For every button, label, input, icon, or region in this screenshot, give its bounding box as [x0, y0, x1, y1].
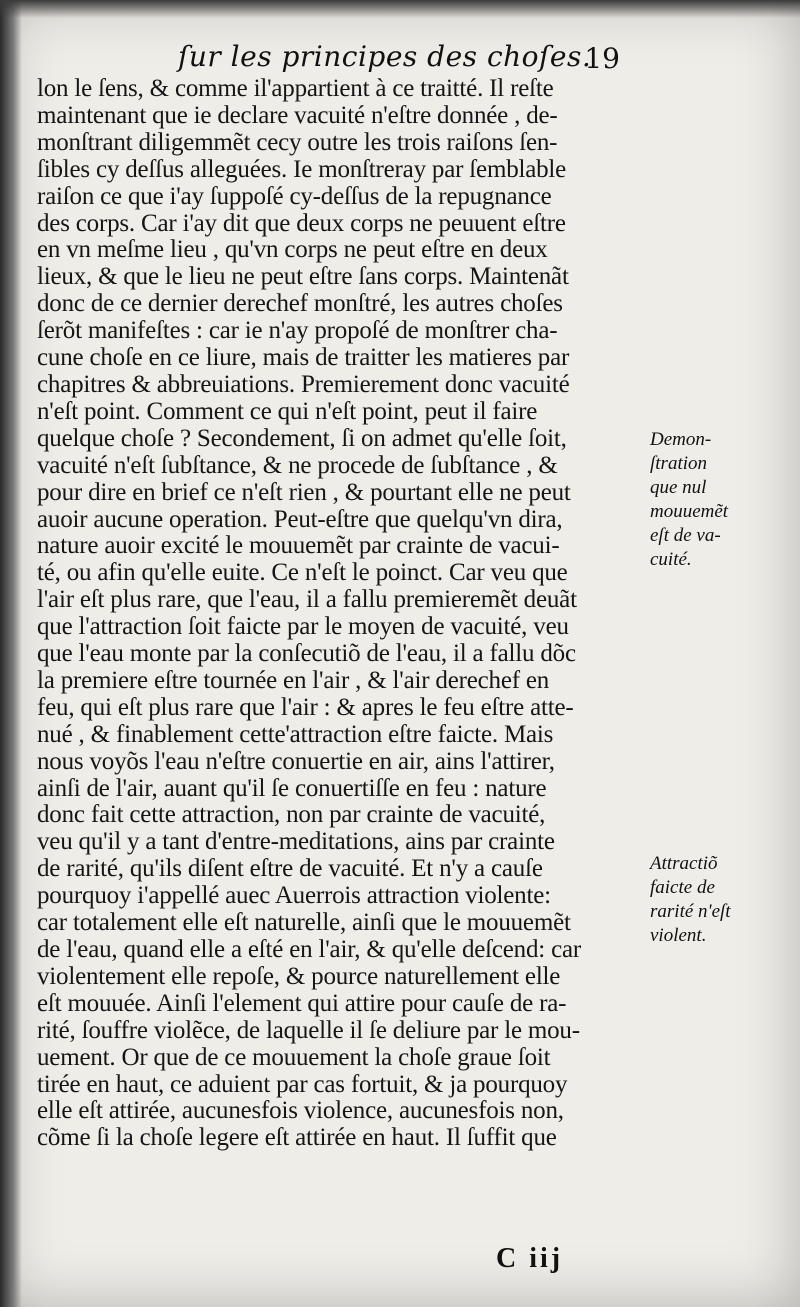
- text-line: lon le ſens, & comme il'appartient à ce traitté. Il reſte: [37, 75, 554, 102]
- text-line: l'air eſt plus rare, que l'eau, il a fallu premieremẽt deuãt: [37, 586, 577, 614]
- margin-note-line: faicte de: [650, 877, 715, 898]
- signature-mark: C iij: [496, 1243, 564, 1274]
- text-line: n'eſt point. Comment ce qui n'eſt point, peut il faire: [37, 397, 538, 425]
- text-line: cõme ſi la choſe legere eſt attirée en haut. Il ſuffit que: [37, 1124, 557, 1152]
- page-header: [150, 40, 630, 80]
- text-line: des corps. Car i'ay dit que deux corps ne peuuent eſtre: [37, 209, 566, 237]
- text-line: cune choſe en ce liure, mais de traitter les matieres par: [37, 344, 570, 372]
- body-text: [37, 76, 649, 1152]
- text-line: donc de ce dernier derechef monſtré, les autres choſes: [37, 290, 563, 318]
- text-line: vacuité n'eſt ſubſtance, & ne procede de ſubſtance , &: [37, 451, 558, 479]
- text-line: ſibles cy deſſus alleguées. Ie monſtreray par ſemblable: [37, 155, 567, 183]
- running-head: ſur les principes des choſes.: [178, 40, 592, 73]
- margin-note-line: rarité n'eſt: [650, 901, 731, 922]
- text-line: la premiere eſtre tournée en l'air , & l'air derechef en: [37, 666, 550, 694]
- margin-note-line: violent.: [650, 925, 707, 946]
- margin-note-line: cuité.: [650, 549, 692, 570]
- text-line: car totalement elle eſt naturelle, ainſi que le mouuemẽt: [37, 909, 571, 937]
- text-line: violentement elle repoſe, & pource naturellement elle: [37, 962, 561, 990]
- text-line: rité, ſouffre violẽce, de laquelle il ſe deliure par le mou-: [37, 1016, 580, 1044]
- text-line: raiſon ce que i'ay ſuppoſé cy-deſſus de la repugnance: [37, 182, 552, 210]
- text-line: ſerõt manifeſtes : car ie n'ay propoſé de monſtrer cha-: [37, 317, 558, 345]
- margin-note-line: ſtration: [650, 453, 708, 474]
- text-line: veu qu'il y a tant d'entre-meditations, ains par crainte: [37, 828, 555, 856]
- margin-note-demonstration: [650, 428, 795, 572]
- text-line: donc fait cette attraction, non par crainte de vacuité,: [37, 801, 546, 829]
- margin-note-line: Demon-: [650, 429, 712, 450]
- margin-note-line: que nul: [650, 477, 707, 498]
- text-line: ainſi de l'air, auant qu'il ſe conuertiſſe en feu : nature: [37, 774, 547, 802]
- text-line: elle eſt attirée, aucunesfois violence, aucunesfois non,: [37, 1097, 564, 1125]
- text-line: quelque choſe ? Secondement, ſi on admet qu'elle ſoit,: [37, 424, 567, 452]
- page-number: 19: [584, 42, 620, 75]
- margin-note-line: Attractiõ: [650, 853, 718, 874]
- text-line: nué , & finablement cette'attraction eſtre faicte. Mais: [37, 720, 554, 748]
- text-line: monſtrant diligemmẽt cecy outre les trois raiſons ſen-: [37, 128, 558, 156]
- text-line: maintenant que ie declare vacuité n'eſtre donnée , de-: [37, 101, 558, 129]
- text-line: chapitres & abbreuiations. Premierement donc vacuité: [37, 370, 570, 398]
- text-line: té, ou afin qu'elle euite. Ce n'eſt le poinct. Car veu que: [37, 559, 568, 587]
- text-line: que l'attraction ſoit faicte par le moyen de vacuité, veu: [37, 613, 569, 641]
- text-line: en vn meſme lieu , qu'vn corps ne peut eſtre en deux: [37, 236, 548, 264]
- text-line: de l'eau, quand elle a eſté en l'air, & qu'elle deſcend: car: [37, 936, 581, 963]
- text-line: nature auoir excité le mouuemẽt par crainte de vacui-: [37, 532, 560, 560]
- text-line: uement. Or que de ce mouuement la choſe graue ſoit: [37, 1043, 551, 1071]
- page-top-shadow: [0, 0, 800, 18]
- text-line: nous voyõs l'eau n'eſtre conuertie en air, ains l'attirer,: [37, 747, 555, 775]
- page-gutter-shadow: [0, 0, 22, 1307]
- text-line: que l'eau monte par la conſecutiõ de l'eau, il a fallu dõc: [37, 640, 576, 668]
- text-line: de rarité, qu'ils diſent eſtre de vacuité. Et n'y a cauſe: [37, 855, 543, 883]
- text-line: tirée en haut, ce aduient par cas fortuit, & ja pourquoy: [37, 1070, 568, 1098]
- text-line: lieux, & que le lieu ne peut eſtre ſans corps. Maintenãt: [37, 263, 569, 291]
- margin-note-line: mouuemẽt: [650, 501, 729, 522]
- text-line: feu, qui eſt plus rare que l'air : & apres le feu eſtre atte-: [37, 693, 574, 721]
- text-line: eſt mouuée. Ainſi l'element qui attire pour cauſe de ra-: [37, 989, 567, 1017]
- margin-note-line: eſt de va-: [650, 525, 721, 546]
- text-line: auoir aucune operation. Peut-eſtre que quelqu'vn dira,: [37, 505, 563, 533]
- text-line: pour dire en brief ce n'eſt rien , & pourtant elle ne peut: [37, 478, 571, 506]
- margin-note-attraction: [650, 852, 795, 948]
- text-line: pourquoy i'appellé auec Auerrois attraction violente:: [37, 882, 551, 910]
